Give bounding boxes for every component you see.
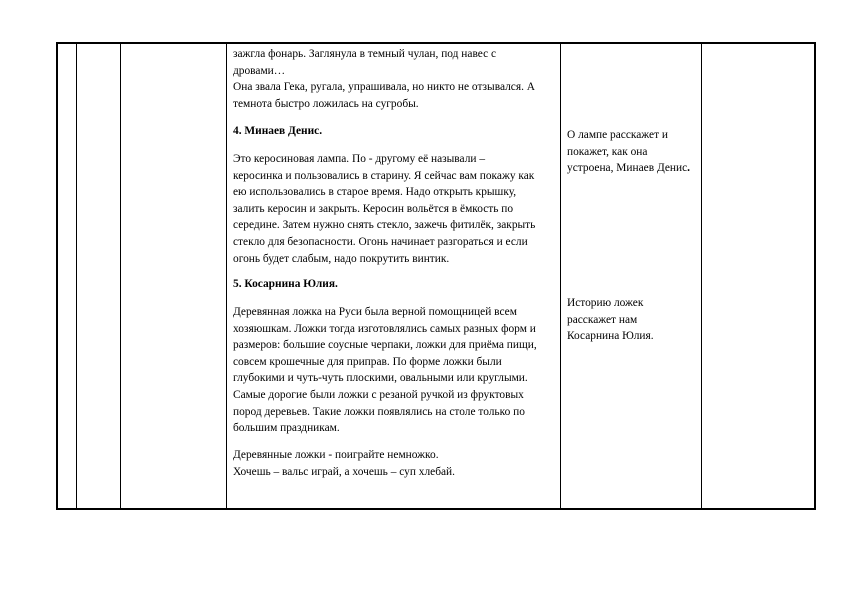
- intro-line: дровами…: [233, 64, 286, 77]
- intro-line: темнота быстро ложилась на сугробы.: [233, 97, 419, 110]
- lesson-table: [56, 42, 816, 510]
- column-divider: [226, 44, 227, 508]
- section4-text: [233, 151, 535, 267]
- section-heading: [233, 276, 338, 293]
- main-text-cell: [233, 46, 535, 112]
- section4-heading: 4. Минаев Денис.: [233, 125, 323, 137]
- verse-text: [233, 447, 455, 480]
- note-line: О лампе расскажет и: [567, 129, 668, 141]
- section4-line: середине. Затем нужно снять стекло, зажечь фитилёк, закрыть: [233, 219, 536, 232]
- section5-line: хозяюшкам. Ложки тогда изготовлялись самых разных форм и: [233, 322, 536, 335]
- section5-line: глубокими и чуть-чуть плоскими, овальными или круглыми.: [233, 372, 528, 385]
- note-name: устроена, Минаев Денис: [567, 162, 688, 175]
- section4-line: Это керосиновая лампа. По - другому её называли –: [233, 153, 486, 165]
- column-divider: [560, 44, 561, 508]
- note-line: [567, 160, 690, 177]
- note-line: Косарнина Юлия.: [567, 330, 654, 343]
- section5-line: пород деревьев. Такие ложки появлялись на столе только по: [233, 405, 525, 418]
- verse-line: Деревянные ложки - поиграйте немножко.: [233, 449, 439, 461]
- column-divider: [120, 44, 121, 508]
- section5-line: размеров: большие соусные черпаки, ложки для приёма пищи,: [233, 339, 537, 352]
- note-line: расскажет нам: [567, 313, 638, 326]
- section4-line: огонь будет слабым, надо покрутить винтик.: [233, 252, 450, 265]
- column-divider: [76, 44, 77, 508]
- note-lamp: [567, 127, 690, 177]
- section-heading: [233, 123, 322, 140]
- section5-text: [233, 304, 537, 437]
- section5-heading: 5. Косарнина Юлия.: [233, 278, 338, 290]
- note-spoons: [567, 295, 654, 345]
- section4-line: стекло для безопасности. Огонь начинает разгораться и если: [233, 235, 528, 248]
- verse-line: Хочешь – вальс играй, а хочешь – суп хлебай.: [233, 465, 456, 478]
- section5-line: Деревянная ложка на Руси была верной помощницей всем: [233, 306, 517, 318]
- section5-line: совсем крошечные для приправ. По форме ложки были: [233, 355, 502, 368]
- section4-line: керосинка и пользовались в старину. Я сейчас вам покажу как: [233, 169, 535, 182]
- section4-line: залить керосин и закрыть. Керосин вольётся в ёмкость по: [233, 202, 514, 215]
- column-divider: [701, 44, 702, 508]
- section5-line: большим праздникам.: [233, 422, 340, 435]
- note-line: покажет, как она: [567, 145, 648, 158]
- note-trailing-dot: .: [687, 162, 691, 175]
- note-line: Историю ложек: [567, 297, 644, 309]
- intro-line: Она звала Гека, ругала, упрашивала, но никто не отзывался. А: [233, 81, 535, 94]
- section4-line: ею использовались в старое время. Надо открыть крышку,: [233, 186, 517, 199]
- intro-line: зажгла фонарь. Заглянула в темный чулан, под навес с: [233, 48, 497, 60]
- section5-line: Самые дорогие были ложки с резаной ручкой из фруктовых: [233, 388, 524, 401]
